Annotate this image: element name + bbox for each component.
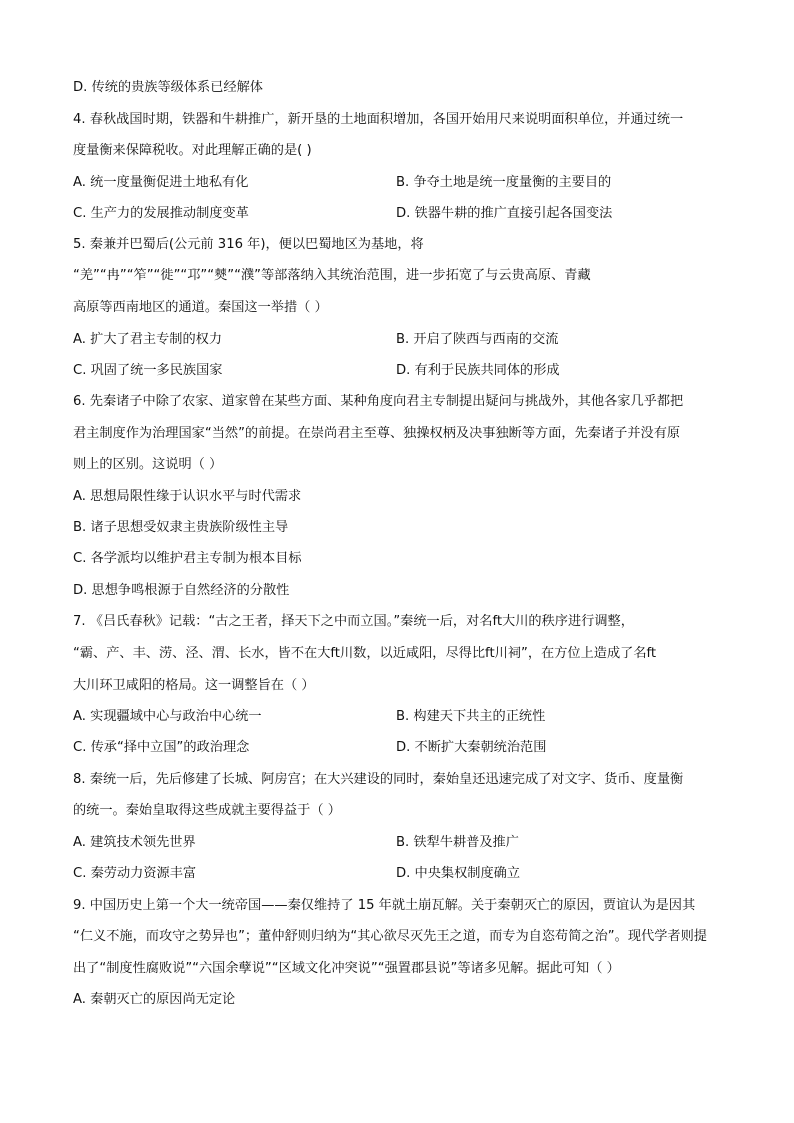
q6-stem-line2: 君主制度作为治理国家“当然”的前提。在崇尚君主至尊、独操权柄及决事独断等方面，先秦诸子并没有原 bbox=[73, 426, 681, 441]
q7-stem-line3: 大川环卫咸阳的格局。这一调整旨在（ ） bbox=[73, 678, 315, 693]
q8-option-d: D. 中央集权制度确立 bbox=[396, 866, 521, 881]
q9-stem-line1: 9. 中国历史上第一个大一统帝国——秦仅维持了 15 年就土崩瓦解。关于秦朝灭亡的原因，贾谊认为是因其 bbox=[73, 898, 696, 913]
q6-option-c: C. 各学派均以维护君主专制为根本目标 bbox=[73, 551, 302, 566]
q7-option-c: C. 传承“择中立国”的政治理念 bbox=[73, 740, 250, 755]
q5-option-b: B. 开启了陕西与西南的交流 bbox=[396, 332, 559, 347]
q5-stem-line2: “羌”“冉”“笮”“徙”“邛”“僰”“濮”等部落纳入其统治范围，进一步拓宽了与云贵高原、青藏 bbox=[73, 268, 591, 283]
q4-stem-line1: 4. 春秋战国时期，铁器和牛耕推广，新开垦的土地面积增加，各国开始用尺来说明面积单位，并通过统一 bbox=[73, 112, 684, 127]
q4-option-d: D. 铁器牛耕的推广直接引起各国变法 bbox=[396, 206, 613, 221]
q7-option-d: D. 不断扩大秦朝统治范围 bbox=[396, 740, 547, 755]
q8-option-c: C. 秦劳动力资源丰富 bbox=[73, 866, 197, 881]
q9-stem-line3: 出了“制度性腐败说”“六国余孽说”“区域文化冲突说”“强置郡县说”等诸多见解。据此可知（ ） bbox=[73, 961, 620, 976]
q5-option-c: C. 巩固了统一多民族国家 bbox=[73, 363, 223, 378]
q6-option-b: B. 诸子思想受奴隶主贵族阶级性主导 bbox=[73, 520, 289, 535]
q9-stem-line2: “仁义不施，而攻守之势异也”；董仲舒则归纳为“其心欲尽灭先王之道，而专为自恣苟简之治”。现代学者则提 bbox=[73, 929, 707, 944]
q8-option-b: B. 铁犁牛耕普及推广 bbox=[396, 835, 519, 850]
q4-option-c: C. 生产力的发展推动制度变革 bbox=[73, 206, 249, 221]
q6-option-d: D. 思想争鸣根源于自然经济的分散性 bbox=[73, 583, 290, 598]
q4-stem-line2: 度量衡来保障税收。对此理解正确的是( ) bbox=[73, 143, 312, 158]
q6-stem-line1: 6. 先秦诸子中除了农家、道家曾在某些方面、某种角度向君主专制提出疑问与挑战外，其他各家几乎都把 bbox=[73, 394, 684, 409]
q6-stem-line3: 则上的区别。这说明（ ） bbox=[73, 457, 223, 472]
q5-option-a: A. 扩大了君主专制的权力 bbox=[73, 332, 223, 347]
q9-option-a: A. 秦朝灭亡的原因尚无定论 bbox=[73, 992, 236, 1007]
q8-stem-line1: 8. 秦统一后，先后修建了长城、阿房宫；在大兴建设的同时，秦始皇还迅速完成了对文字、货币、度量衡 bbox=[73, 772, 684, 787]
q7-stem-line1: 7. 《吕氏春秋》记载：“古之王者，择天下之中而立国。”秦统一后，对名ft大川的秩序进行调整， bbox=[73, 614, 634, 629]
q7-stem-line2: “霸、产、丰、涝、泾、渭、长水，皆不在大ft川数，以近咸阳，尽得比ft川祠”，在方位上造成了名ft bbox=[73, 646, 657, 661]
q8-option-a: A. 建筑技术领先世界 bbox=[73, 835, 196, 850]
q5-stem-line3: 高原等西南地区的通道。秦国这一举措（ ） bbox=[73, 300, 328, 315]
q7-option-b: B. 构建天下共主的正统性 bbox=[396, 709, 546, 724]
q7-option-a: A. 实现疆域中心与政治中心统一 bbox=[73, 709, 262, 724]
q6-option-a: A. 思想局限性缘于认识水平与时代需求 bbox=[73, 489, 302, 504]
q5-option-d: D. 有利于民族共同体的形成 bbox=[396, 363, 560, 378]
q4-option-b: B. 争夺土地是统一度量衡的主要目的 bbox=[396, 175, 612, 190]
q8-stem-line2: 的统一。秦始皇取得这些成就主要得益于（ ） bbox=[73, 803, 341, 818]
q3-option-d: D. 传统的贵族等级体系已经解体 bbox=[73, 80, 263, 95]
q5-stem-line1: 5. 秦兼并巴蜀后(公元前 316 年)，便以巴蜀地区为基地，将 bbox=[73, 237, 424, 252]
q4-option-a: A. 统一度量衡促进土地私有化 bbox=[73, 175, 249, 190]
